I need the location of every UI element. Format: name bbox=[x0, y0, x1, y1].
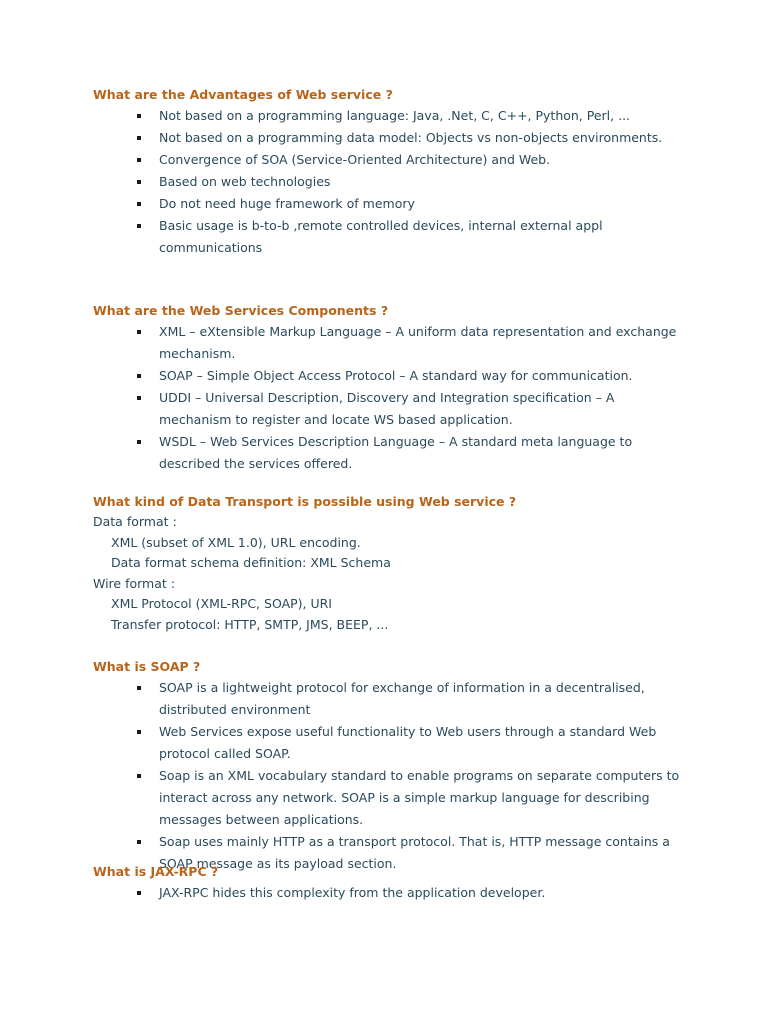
list-item: Not based on a programming data model: Objects vs non-objects environments. bbox=[93, 127, 684, 149]
list-item: WSDL – Web Services Description Language – A standard meta language to described the services offered. bbox=[93, 431, 684, 475]
bullet-list bbox=[93, 321, 693, 475]
section-data-transport bbox=[93, 492, 693, 635]
list-item: SOAP – Simple Object Access Protocol – A standard way for communication. bbox=[93, 365, 684, 387]
list-item: Convergence of SOA (Service-Oriented Architecture) and Web. bbox=[93, 149, 684, 171]
section-components bbox=[93, 301, 693, 475]
section-heading: What is SOAP ? bbox=[93, 659, 201, 674]
text-line: Data format schema definition: XML Schema bbox=[111, 555, 391, 570]
list-item: SOAP is a lightweight protocol for exchange of information in a decentralised, distributed environment bbox=[93, 677, 684, 721]
text-line: Wire format : bbox=[93, 575, 175, 591]
text-line: XML Protocol (XML-RPC, SOAP), URI bbox=[111, 596, 332, 611]
section-soap bbox=[93, 657, 693, 875]
list-item: Not based on a programming language: Java, .Net, C, C++, Python, Perl, ... bbox=[93, 105, 684, 127]
list-item: Based on web technologies bbox=[93, 171, 684, 193]
section-heading: What is JAX-RPC ? bbox=[93, 864, 219, 879]
text-line: Data format : bbox=[93, 514, 177, 529]
list-item: Do not need huge framework of memory bbox=[93, 193, 684, 215]
text-line: Transfer protocol: HTTP, SMTP, JMS, BEEP, ... bbox=[111, 616, 389, 632]
list-item: UDDI – Universal Description, Discovery and Integration specification – A mechanism to register and locate WS based application. bbox=[93, 387, 684, 431]
list-item: JAX-RPC hides this complexity from the application developer. bbox=[93, 882, 684, 904]
list-item: Soap is an XML vocabulary standard to enable programs on separate computers to interact across any network. SOAP is a simple markup language for describing messages between applications. bbox=[93, 765, 684, 831]
list-item: Basic usage is b-to-b ,remote controlled devices, internal external appl communications bbox=[93, 215, 684, 259]
section-heading: What kind of Data Transport is possible using Web service ? bbox=[93, 494, 517, 509]
section-heading: What are the Advantages of Web service ? bbox=[93, 87, 393, 102]
list-item: XML – eXtensible Markup Language – A uniform data representation and exchange mechanism. bbox=[93, 321, 684, 365]
text-line: XML (subset of XML 1.0), URL encoding. bbox=[111, 534, 361, 550]
bullet-list bbox=[93, 677, 693, 875]
list-item: Web Services expose useful functionality to Web users through a standard Web protocol called SOAP. bbox=[93, 721, 684, 765]
bullet-list bbox=[93, 105, 693, 259]
bullet-list bbox=[93, 882, 693, 904]
section-advantages bbox=[93, 85, 693, 259]
section-jax-rpc bbox=[93, 862, 693, 904]
list-item: Soap uses mainly HTTP as a transport protocol. That is, HTTP message contains a SOAP message as its payload section. bbox=[93, 831, 684, 875]
section-heading: What are the Web Services Components ? bbox=[93, 303, 389, 318]
